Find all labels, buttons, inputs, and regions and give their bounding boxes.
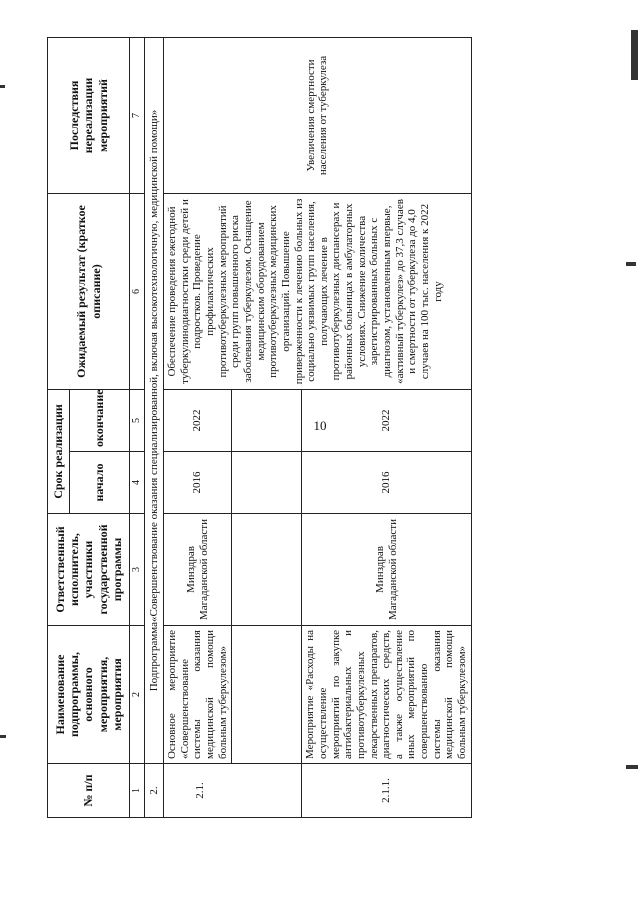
subprogram-num: 2. [144,764,164,818]
header-num: № п/п [48,764,130,818]
row-executor: Минздрав Магаданской области [164,514,232,626]
row-name: Мероприятие «Расходы на осуществление мероприятий по закупке антибактериальных и противотуберкулезных лекарственных препаратов, диагностических средств, а также осуществление иных мероприятий по совершенствованию системы оказания медицинской помощи больным туберкулезом» [302,626,471,764]
page-number: 10 [313,418,327,433]
header-executor: Ответственный исполнитель, участники государственной программы [48,514,130,626]
subprogram-row [144,37,164,817]
row-end: 2022 [164,389,232,451]
col-number: 5 [130,389,145,451]
subprogram-title: Подпрограмма«Совершенствование оказания специализированной, включая высокотехнологичную, медицинской помощи» [144,37,164,763]
empty-cell [232,626,302,764]
header-result: Ожидаемый результат (краткое описание) [48,193,130,389]
rotated-table-area [47,38,469,818]
row-num: 2.1.1. [302,764,471,818]
col-number: 6 [130,193,145,389]
header-period: Срок реализации [48,389,70,513]
col-number: 3 [130,514,145,626]
row-start: 2016 [164,452,232,514]
scan-edge-mark [0,85,5,88]
table-row [164,37,232,817]
header-consequences: Последствия нереализации мероприятий [48,37,130,193]
scan-edge-mark [626,262,636,266]
empty-cell [232,452,302,514]
row-executor: Минздрав Магаданской области [302,514,471,626]
row-result: Обеспечение проведения ежегодной туберкулинодиагностики среди детей и подростков. Проведение профилактических противотуберкулезных мероприятий среди групп повышенного риска заболевания туберкулезом. Оснащение медицинским оборудованием противотуберкулезных медицинских организаций. Повышение приверженности к лечению больных из социально уязвимых групп населения, получающих лечение в противотуберкулезных диспансерах и районных больницах в амбулаторных условиях. Снижение количества зарегистрированных больных с диагнозом, установленным впервые, «активный туберкулез» до 37,3 случаев и смертности от туберкулеза до 4,0 случаев на 100 тыс. населения к 2022 году [164,193,472,389]
header-end: окончание [70,389,130,451]
row-consequences: Увеличения смертности населения от туберкулеза [164,37,472,193]
col-number: 7 [130,37,145,193]
scan-edge-mark [631,30,638,80]
empty-cell [232,389,302,451]
row-num: 2.1. [164,764,302,818]
header-row-top [48,37,70,817]
scan-edge-mark [626,765,638,769]
row-name: Основное мероприятие «Совершенствование системы оказания медицинской помощи больным туберкулезом» [164,626,232,764]
scan-edge-mark [0,735,6,738]
row-start: 2016 [302,452,471,514]
column-number-row [130,37,145,817]
header-name: Наименование подпрограммы, основного мероприятия, мероприятия [48,626,130,764]
col-number: 1 [130,764,145,818]
empty-cell [232,514,302,626]
col-number: 4 [130,452,145,514]
col-number: 2 [130,626,145,764]
header-start: начало [70,452,130,514]
row-end: 2022 [302,389,471,451]
activities-table [47,37,472,818]
